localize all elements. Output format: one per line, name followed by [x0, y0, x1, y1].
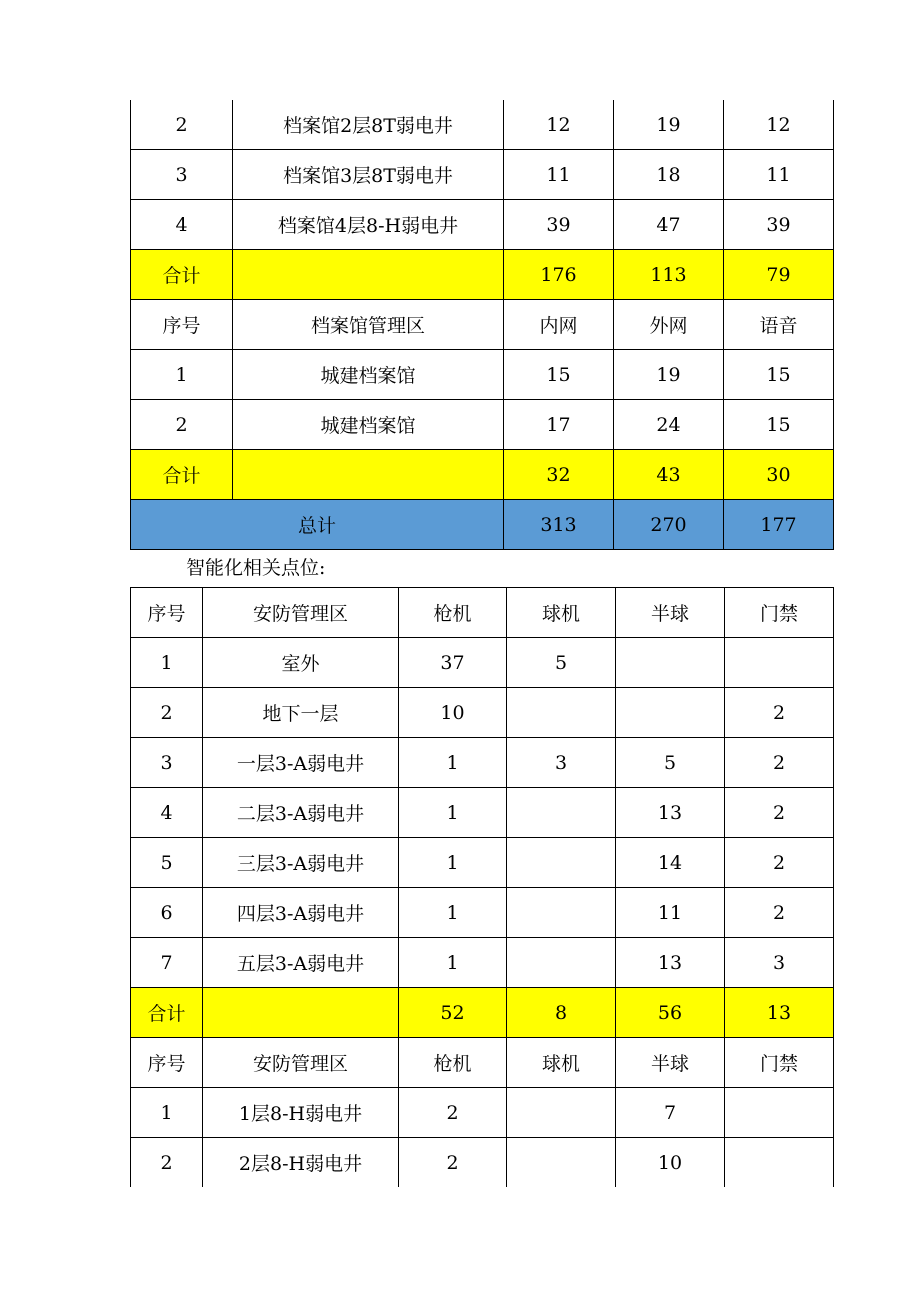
table-row: [131, 350, 834, 400]
cell-dome: [507, 788, 616, 838]
cell-location: 室外: [203, 638, 399, 688]
cell-location: 三层3-A弱电井: [203, 838, 399, 888]
table-row: [131, 838, 834, 888]
subtotal-intranet: 176: [504, 250, 614, 300]
header-access-control: 门禁: [725, 588, 834, 638]
header-voice: 语音: [724, 300, 834, 350]
table-row: [131, 888, 834, 938]
table-row: [131, 1088, 834, 1138]
subtotal-extranet: 113: [614, 250, 724, 300]
cell-extranet: 18: [614, 150, 724, 200]
total-intranet: 313: [504, 500, 614, 550]
subtotal-label: 合计: [131, 450, 233, 500]
cell-intranet: 11: [504, 150, 614, 200]
cell-index: 1: [131, 350, 233, 400]
subtotal-row: [131, 450, 834, 500]
table-row: [131, 738, 834, 788]
subtotal-dome: 8: [507, 988, 616, 1038]
header-hemisphere-camera: 半球: [616, 588, 725, 638]
cell-index: 5: [131, 838, 203, 888]
subtotal-row: [131, 988, 834, 1038]
subtotal-voice: 30: [724, 450, 834, 500]
cell-access: 2: [725, 688, 834, 738]
cell-hemisphere: 14: [616, 838, 725, 888]
cell-voice: 39: [724, 200, 834, 250]
table-row: [131, 688, 834, 738]
cell-voice: 15: [724, 350, 834, 400]
header-index: 序号: [131, 1038, 203, 1088]
header-area: 档案馆管理区: [233, 300, 504, 350]
header-extranet: 外网: [614, 300, 724, 350]
cell-intranet: 39: [504, 200, 614, 250]
header-row: [131, 588, 834, 638]
cell-empty: [233, 250, 504, 300]
cell-voice: 15: [724, 400, 834, 450]
header-index: 序号: [131, 588, 203, 638]
cell-dome: 3: [507, 738, 616, 788]
table-row: [131, 100, 834, 150]
header-dome-camera: 球机: [507, 1038, 616, 1088]
cell-dome: 5: [507, 638, 616, 688]
cell-extranet: 19: [614, 100, 724, 150]
cell-bullet: 2: [399, 1138, 507, 1188]
cell-extranet: 47: [614, 200, 724, 250]
cell-index: 2: [131, 688, 203, 738]
subtotal-extranet: 43: [614, 450, 724, 500]
cell-access: 2: [725, 838, 834, 888]
cell-dome: [507, 938, 616, 988]
cell-hemisphere: 13: [616, 788, 725, 838]
cell-extranet: 24: [614, 400, 724, 450]
cell-bullet: 1: [399, 738, 507, 788]
cell-access: [725, 1088, 834, 1138]
cell-intranet: 15: [504, 350, 614, 400]
header-dome-camera: 球机: [507, 588, 616, 638]
cell-index: 1: [131, 1088, 203, 1138]
subtotal-intranet: 32: [504, 450, 614, 500]
total-voice: 177: [724, 500, 834, 550]
cell-hemisphere: 13: [616, 938, 725, 988]
cell-location: 四层3-A弱电井: [203, 888, 399, 938]
cell-bullet: 1: [399, 788, 507, 838]
cell-index: 2: [131, 100, 233, 150]
subtotal-label: 合计: [131, 988, 203, 1038]
network-points-table: [130, 100, 834, 550]
cell-index: 7: [131, 938, 203, 988]
cell-index: 3: [131, 150, 233, 200]
cell-location: 城建档案馆: [233, 400, 504, 450]
header-hemisphere-camera: 半球: [616, 1038, 725, 1088]
security-points-table: [130, 587, 834, 1187]
cell-location: 档案馆2层8T弱电井: [233, 100, 504, 150]
cell-dome: [507, 1088, 616, 1138]
cell-location: 一层3-A弱电井: [203, 738, 399, 788]
cell-hemisphere: 11: [616, 888, 725, 938]
cell-hemisphere: [616, 688, 725, 738]
cell-empty: [203, 988, 399, 1038]
cell-dome: [507, 888, 616, 938]
cell-location: 五层3-A弱电井: [203, 938, 399, 988]
cell-location: 档案馆4层8-H弱电井: [233, 200, 504, 250]
cell-extranet: 19: [614, 350, 724, 400]
cell-location: 1层8-H弱电井: [203, 1088, 399, 1138]
cell-index: 6: [131, 888, 203, 938]
cell-index: 2: [131, 400, 233, 450]
cell-index: 1: [131, 638, 203, 688]
total-extranet: 270: [614, 500, 724, 550]
cell-access: 2: [725, 788, 834, 838]
cell-dome: [507, 688, 616, 738]
subtotal-hemisphere: 56: [616, 988, 725, 1038]
cell-index: 4: [131, 788, 203, 838]
table-row: [131, 200, 834, 250]
cell-location: 城建档案馆: [233, 350, 504, 400]
header-row: [131, 300, 834, 350]
subtotal-bullet: 52: [399, 988, 507, 1038]
header-bullet-camera: 枪机: [399, 1038, 507, 1088]
cell-voice: 12: [724, 100, 834, 150]
cell-hemisphere: 10: [616, 1138, 725, 1188]
cell-bullet: 2: [399, 1088, 507, 1138]
cell-bullet: 1: [399, 938, 507, 988]
subtotal-row: [131, 250, 834, 300]
cell-location: 二层3-A弱电井: [203, 788, 399, 838]
table-row: [131, 1138, 834, 1188]
cell-dome: [507, 1138, 616, 1188]
total-label: 总计: [131, 500, 504, 550]
cell-intranet: 17: [504, 400, 614, 450]
cell-empty: [233, 450, 504, 500]
cell-location: 2层8-H弱电井: [203, 1138, 399, 1188]
total-row: [131, 500, 834, 550]
subtotal-label: 合计: [131, 250, 233, 300]
table-row: [131, 938, 834, 988]
cell-location: 档案馆3层8T弱电井: [233, 150, 504, 200]
cell-bullet: 37: [399, 638, 507, 688]
cell-bullet: 1: [399, 888, 507, 938]
cell-hemisphere: 7: [616, 1088, 725, 1138]
section-caption: 智能化相关点位:: [186, 557, 326, 579]
cell-intranet: 12: [504, 100, 614, 150]
cell-access: [725, 638, 834, 688]
cell-access: [725, 1138, 834, 1188]
cell-dome: [507, 838, 616, 888]
header-intranet: 内网: [504, 300, 614, 350]
cell-access: 2: [725, 738, 834, 788]
cell-location: 地下一层: [203, 688, 399, 738]
cell-bullet: 10: [399, 688, 507, 738]
table-row: [131, 400, 834, 450]
header-access-control: 门禁: [725, 1038, 834, 1088]
cell-index: 4: [131, 200, 233, 250]
header-area: 安防管理区: [203, 588, 399, 638]
cell-hemisphere: [616, 638, 725, 688]
header-bullet-camera: 枪机: [399, 588, 507, 638]
cell-bullet: 1: [399, 838, 507, 888]
table-row: [131, 150, 834, 200]
cell-hemisphere: 5: [616, 738, 725, 788]
table-row: [131, 638, 834, 688]
subtotal-voice: 79: [724, 250, 834, 300]
header-area: 安防管理区: [203, 1038, 399, 1088]
cell-index: 3: [131, 738, 203, 788]
cell-access: 2: [725, 888, 834, 938]
table-row: [131, 788, 834, 838]
header-row: [131, 1038, 834, 1088]
subtotal-access: 13: [725, 988, 834, 1038]
cell-index: 2: [131, 1138, 203, 1188]
cell-access: 3: [725, 938, 834, 988]
header-index: 序号: [131, 300, 233, 350]
cell-voice: 11: [724, 150, 834, 200]
